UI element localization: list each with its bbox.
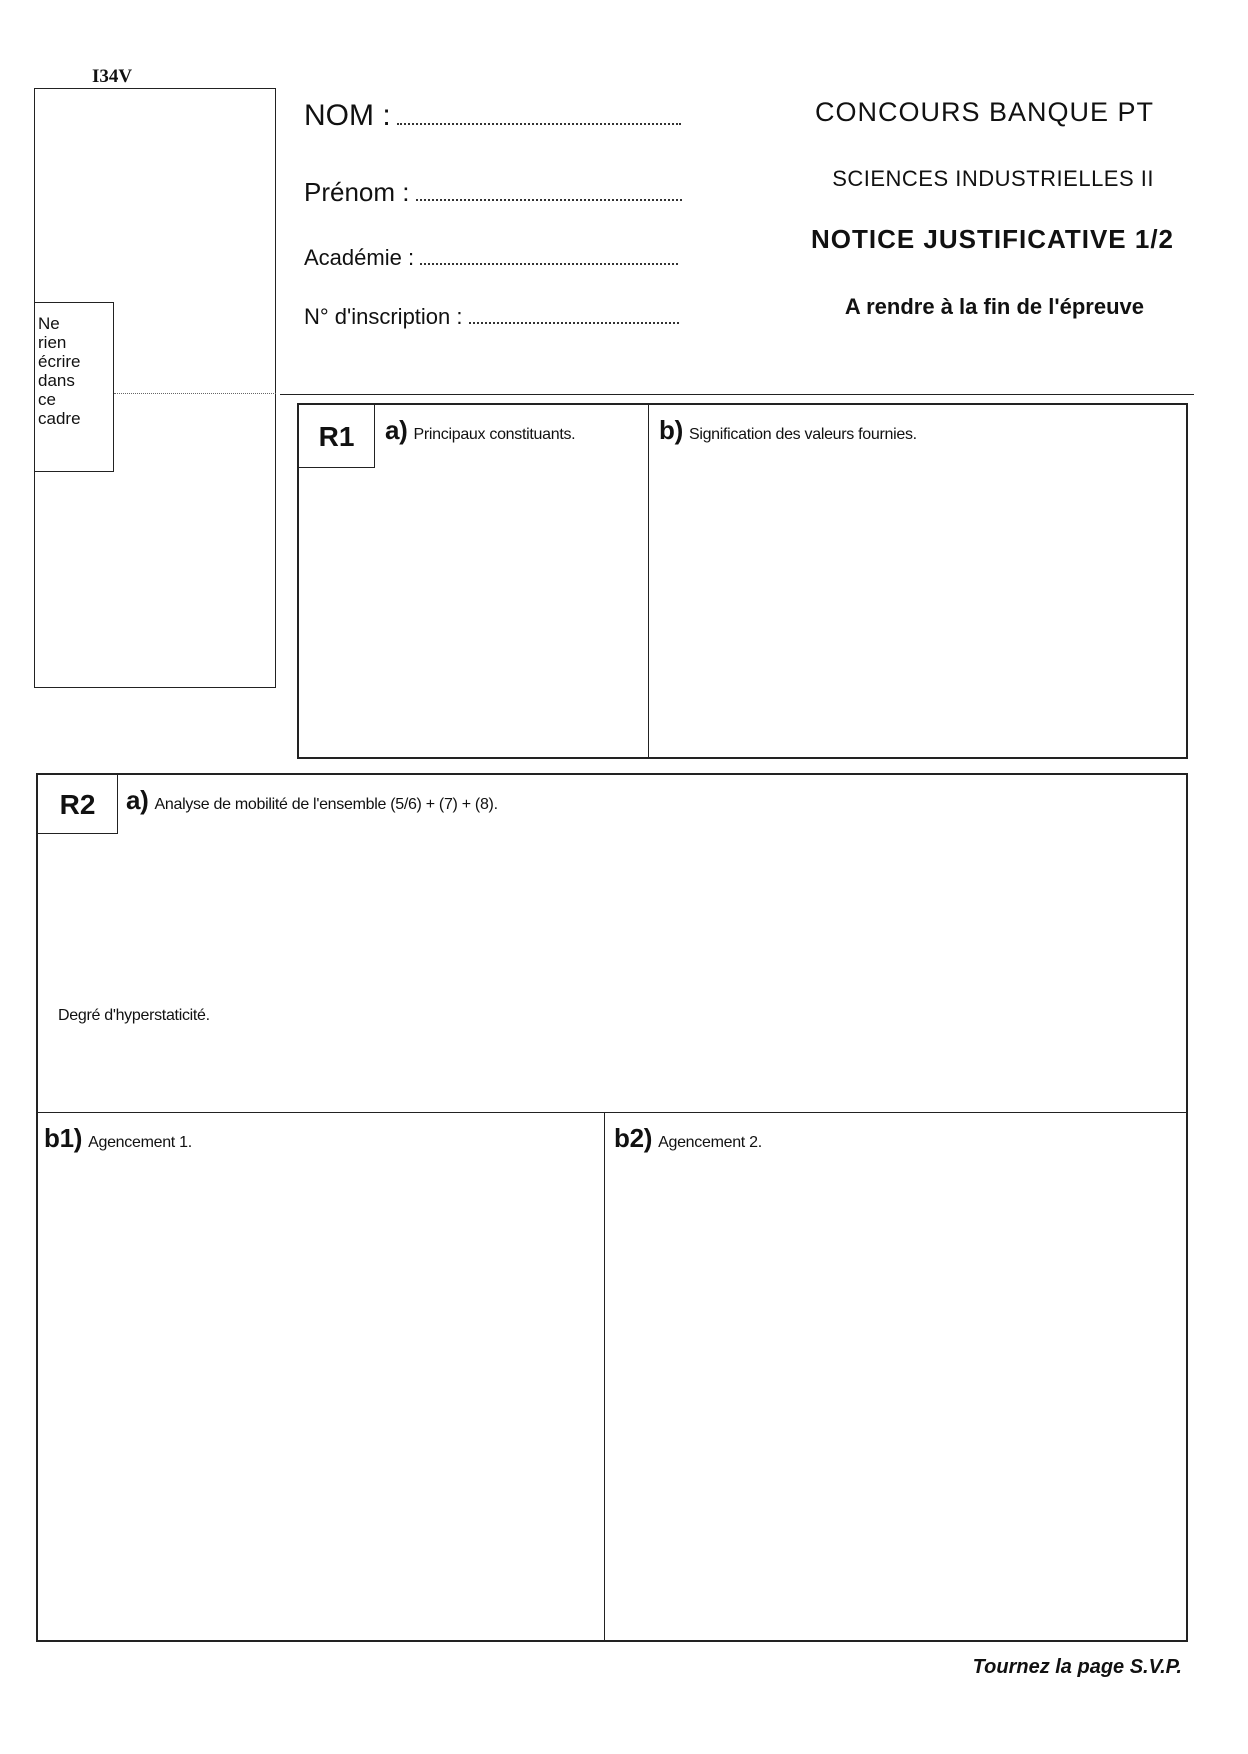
r2-b2-letter: b2) — [614, 1123, 653, 1153]
r2-a-question — [126, 785, 498, 816]
r2-b-divider — [604, 1112, 605, 1640]
r1-a-question — [385, 415, 575, 446]
r2-b1-letter: b1) — [44, 1123, 83, 1153]
notice-line: ce — [38, 390, 56, 409]
r2-b2-question — [614, 1123, 762, 1154]
academie-field[interactable] — [304, 245, 678, 271]
r2-b1-answer-area[interactable] — [46, 1165, 596, 1625]
r2-degre-label: Degré d'hyperstaticité. — [58, 1007, 210, 1024]
rendre-instruction: A rendre à la fin de l'épreuve — [844, 294, 1144, 319]
notice-line: Ne — [38, 314, 60, 333]
r1-a-letter: a) — [385, 415, 408, 445]
notice-line: rien — [38, 333, 67, 352]
notice-line: cadre — [38, 409, 81, 428]
prenom-blank[interactable] — [416, 193, 682, 201]
prenom-field[interactable] — [304, 177, 682, 208]
prenom-label: Prénom : — [304, 177, 410, 207]
r2-b1-question — [44, 1123, 192, 1154]
r1-b-text: Signification des valeurs fournies. — [688, 426, 917, 443]
nom-field[interactable] — [304, 99, 681, 133]
notice-title: NOTICE JUSTIFICATIVE 1/2 — [810, 224, 1174, 254]
r2-a-letter: a) — [126, 785, 149, 815]
r1-divider — [648, 405, 649, 757]
r2-a-answer-area[interactable] — [48, 839, 1168, 1019]
matiere-title: SCIENCES INDUSTRIELLES II — [832, 166, 1154, 191]
inscription-field[interactable] — [304, 304, 679, 330]
concours-title: CONCOURS BANQUE PT — [814, 97, 1154, 127]
nom-blank[interactable] — [397, 117, 681, 125]
r1-a-answer-area[interactable] — [309, 475, 639, 747]
r2-inner-separator — [38, 1112, 1186, 1113]
r1-b-letter: b) — [659, 415, 683, 445]
exam-code: I34V — [92, 66, 133, 87]
separator-dotted — [114, 393, 276, 394]
r2-tag: R2 — [38, 775, 118, 834]
header-separator — [280, 394, 1194, 395]
inscription-label: N° d'inscription : — [304, 304, 463, 329]
r1-b-answer-area[interactable] — [659, 455, 1169, 747]
r1-a-text: Principaux constituants. — [413, 426, 576, 443]
r2-degre-answer-area[interactable] — [48, 1033, 1168, 1093]
inscription-blank[interactable] — [469, 316, 679, 324]
notice-line: écrire — [38, 352, 81, 371]
r1-tag: R1 — [299, 405, 375, 468]
notice-line: dans — [38, 371, 75, 390]
r2-section — [36, 773, 1188, 1642]
r2-a-text: Analyse de mobilité de l'ensemble (5/6) + (7) + (8). — [154, 796, 498, 813]
r1-section — [297, 403, 1188, 759]
turn-page-note: Tournez la page S.V.P. — [972, 1656, 1182, 1678]
academie-blank[interactable] — [420, 257, 678, 265]
r2-b1-text: Agencement 1. — [88, 1134, 192, 1151]
r2-b2-text: Agencement 2. — [658, 1134, 762, 1151]
no-write-notice — [34, 302, 114, 472]
r2-b2-answer-area[interactable] — [614, 1165, 1174, 1625]
nom-label: NOM : — [304, 99, 391, 132]
r1-b-question — [659, 415, 917, 446]
academie-label: Académie : — [304, 245, 415, 270]
